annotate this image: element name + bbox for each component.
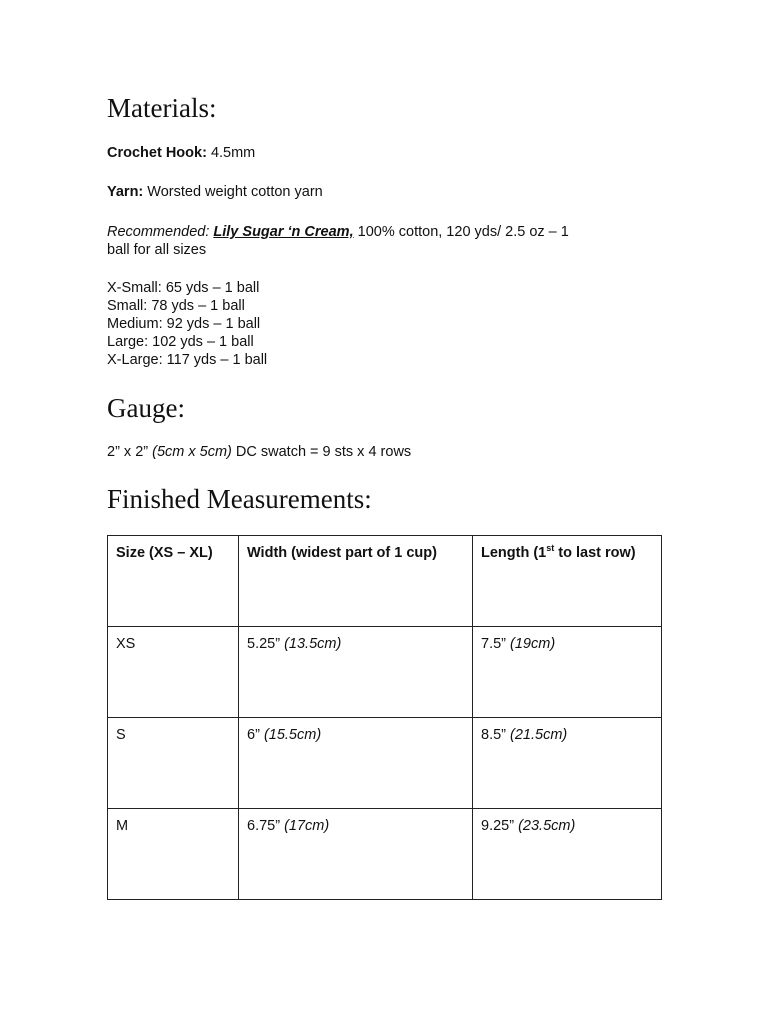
cell-length-in: 9.25” <box>481 818 515 834</box>
cell-width-in: 6.75” <box>247 818 281 834</box>
cell-width-cm: (17cm) <box>284 818 330 834</box>
header-width: Width (widest part of 1 cup) <box>239 536 473 627</box>
recommended-label: Recommended: <box>107 224 210 240</box>
cell-length <box>473 627 662 718</box>
cell-length-cm: (21.5cm) <box>510 727 568 743</box>
yarn-value: Worsted weight cotton yarn <box>147 184 323 200</box>
gauge-heading: Gauge: <box>107 393 185 423</box>
table-row <box>108 718 662 809</box>
size-yardage-xs: X-Small: 65 yds – 1 ball <box>107 280 260 296</box>
header-length-b: to last row) <box>554 545 636 561</box>
header-size: Size (XS – XL) <box>108 536 239 627</box>
cell-width <box>239 809 473 900</box>
header-length <box>473 536 662 627</box>
size-yardage-xl: X-Large: 117 yds – 1 ball <box>107 352 268 368</box>
cell-size: S <box>108 718 239 809</box>
finished-measurements-heading: Finished Measurements: <box>107 484 372 514</box>
size-yardage-l: Large: 102 yds – 1 ball <box>107 334 254 350</box>
header-length-sup: st <box>546 543 555 554</box>
header-length-a: Length (1 <box>481 545 547 561</box>
cell-length <box>473 718 662 809</box>
yarn-label: Yarn: <box>107 184 144 200</box>
crochet-hook-label: Crochet Hook: <box>107 145 207 161</box>
gauge-line <box>107 443 411 461</box>
table-header-row <box>108 536 662 627</box>
gauge-swatch: DC swatch = 9 sts x 4 rows <box>235 444 412 460</box>
cell-length <box>473 809 662 900</box>
size-yardage-s: Small: 78 yds – 1 ball <box>107 298 245 314</box>
cell-width <box>239 627 473 718</box>
cell-width-in: 6” <box>247 727 260 743</box>
recommended-line <box>107 223 569 241</box>
cell-length-cm: (23.5cm) <box>518 818 576 834</box>
gauge-metric: (5cm x 5cm) <box>152 444 232 460</box>
recommended-brand: Lily Sugar ‘n Cream, <box>213 224 354 240</box>
materials-heading: Materials: <box>107 93 217 123</box>
yarn-line <box>107 183 323 201</box>
cell-size: M <box>108 809 239 900</box>
table-row <box>108 627 662 718</box>
cell-width-cm: (13.5cm) <box>284 636 342 652</box>
cell-width-cm: (15.5cm) <box>263 727 322 743</box>
cell-length-in: 8.5” <box>481 727 506 743</box>
crochet-hook-line <box>107 144 255 162</box>
recommended-details: 100% cotton, 120 yds/ 2.5 oz – 1 <box>357 224 569 240</box>
cell-width-in: 5.25” <box>247 636 281 652</box>
cell-length-cm: (19cm) <box>510 636 556 652</box>
crochet-hook-value: 4.5mm <box>210 145 256 161</box>
cell-length-in: 7.5” <box>481 636 506 652</box>
gauge-inches: 2” x 2” <box>107 444 149 460</box>
cell-width <box>239 718 473 809</box>
recommended-line-2: ball for all sizes <box>107 242 207 258</box>
measurements-table <box>107 535 662 900</box>
cell-size: XS <box>108 627 239 718</box>
table-row <box>108 809 662 900</box>
size-yardage-m: Medium: 92 yds – 1 ball <box>107 316 261 332</box>
